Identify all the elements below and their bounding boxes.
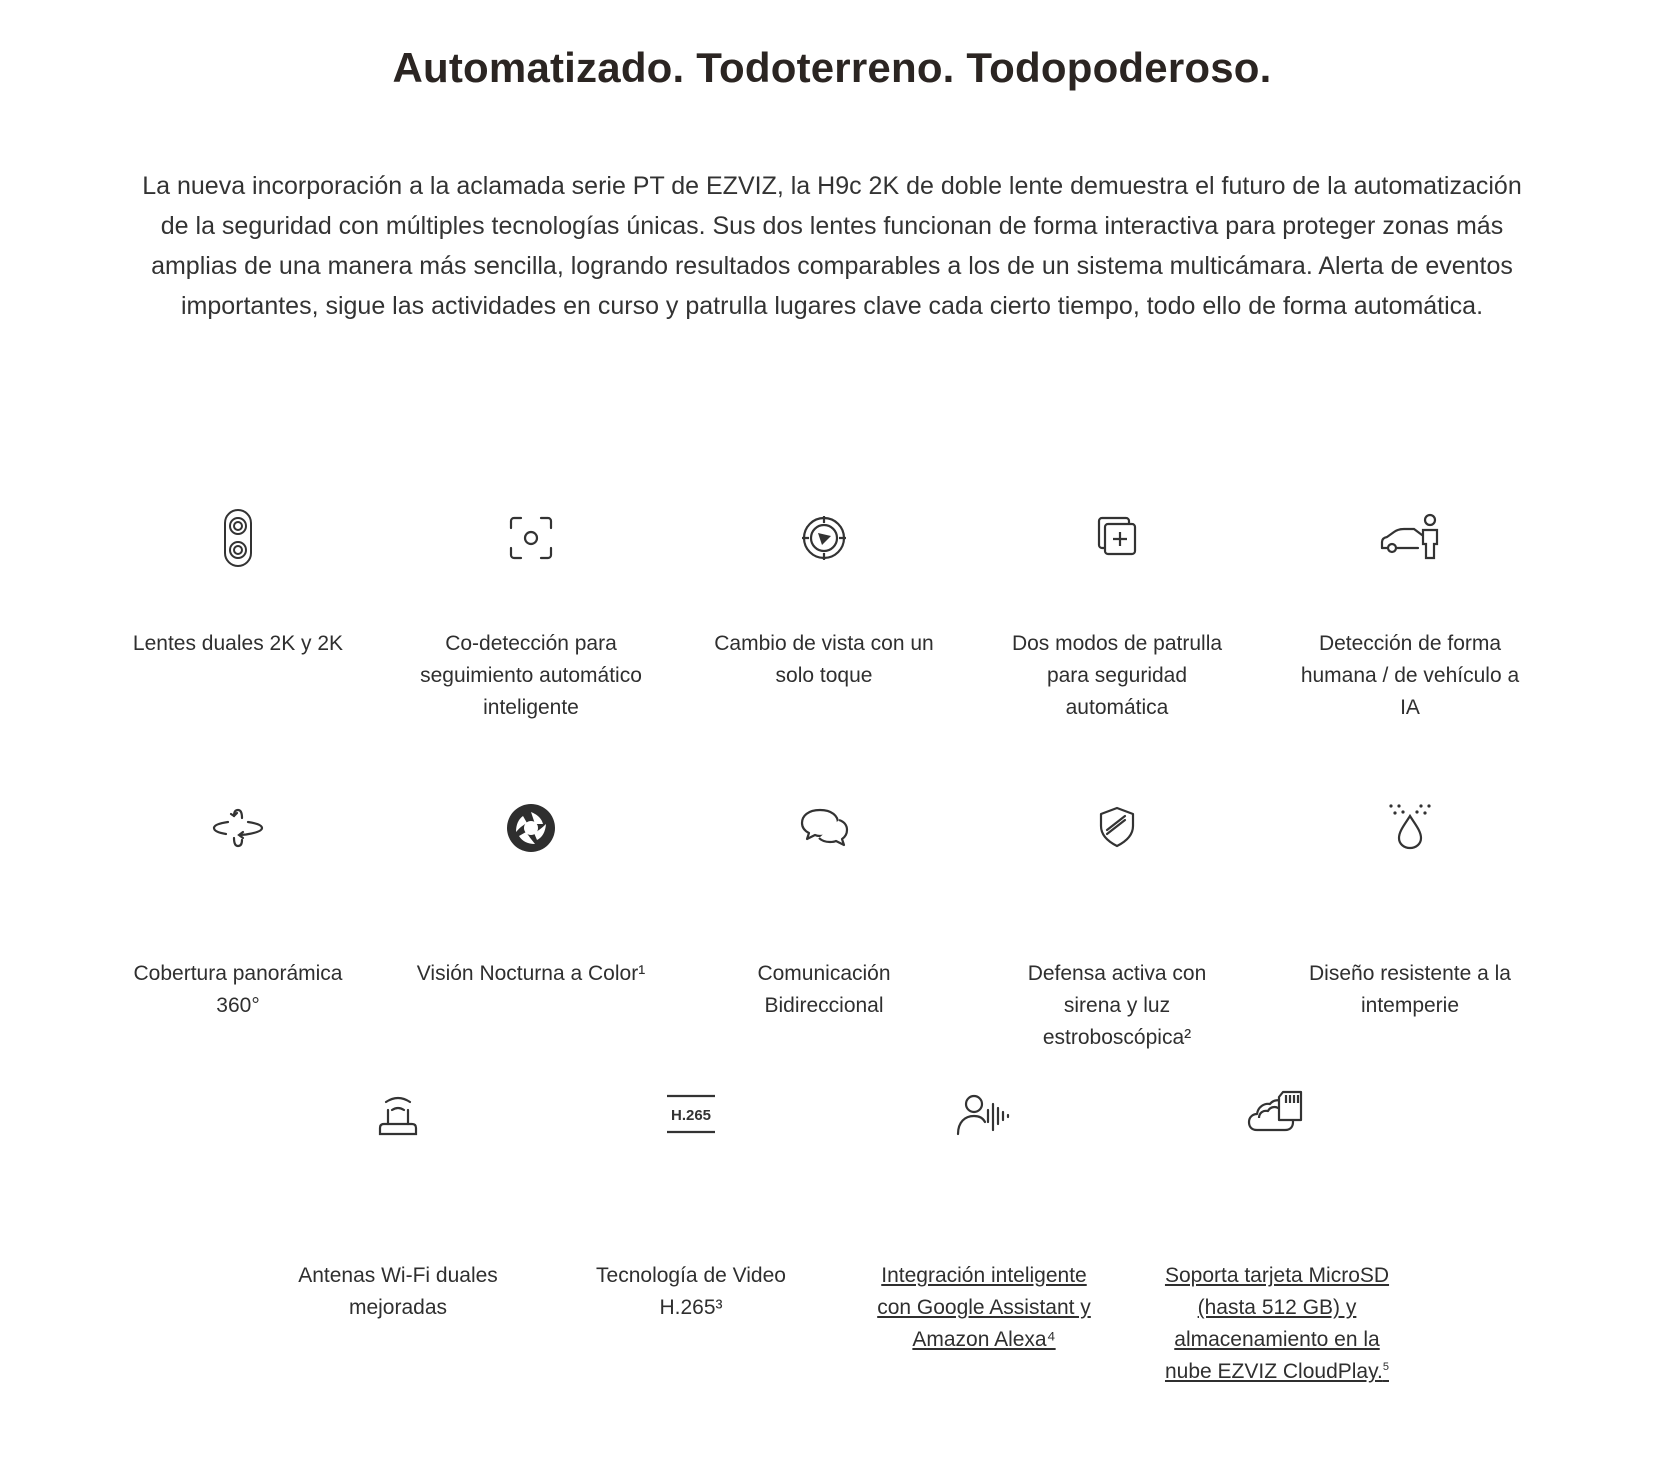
chat-bubbles-icon xyxy=(792,794,856,858)
feature-link-label[interactable] xyxy=(1159,1260,1395,1388)
cloud-sd-icon xyxy=(1245,1082,1309,1146)
feature-label: Diseño resistente a la intemperie xyxy=(1309,962,1511,1017)
feature-label: Cambio de vista con un solo toque xyxy=(714,632,934,687)
target-icon xyxy=(792,506,856,570)
feature-label: Antenas Wi-Fi duales mejoradas xyxy=(298,1264,498,1319)
feature-label: Cobertura panorámica 360° xyxy=(133,962,343,1017)
feature-label: Co-detección para seguimiento automático inteligente xyxy=(420,632,642,719)
feature-link-label[interactable]: Integración inteligente con Google Assistant y Amazon Alexa⁴ xyxy=(877,1264,1091,1351)
feature-link-text[interactable]: Soporta tarjeta MicroSD (hasta 512 GB) y almacenamiento en la nube EZVIZ CloudPlay. xyxy=(1164,1264,1390,1383)
panorama-360-icon xyxy=(206,794,270,858)
page-title: Automatizado. Todoterreno. Todopoderoso. xyxy=(392,44,1272,91)
footnote-marker: 5 xyxy=(1382,1361,1389,1373)
focus-frame-icon xyxy=(499,506,563,570)
feature-label: Tecnología de Video H.265³ xyxy=(596,1264,786,1319)
shield-icon xyxy=(1085,794,1149,858)
feature-label: Defensa activa con sirena y luz estroboscópica² xyxy=(1027,962,1207,1049)
patrol-icon xyxy=(1085,506,1149,570)
feature-label: Visión Nocturna a Color¹ xyxy=(416,962,646,985)
h265-icon-text: H.265 xyxy=(670,1107,712,1124)
feature-label: Detección de forma humana / de vehículo a IA xyxy=(1300,632,1520,719)
voice-assistant-icon xyxy=(952,1082,1016,1146)
wifi-router-icon xyxy=(366,1082,430,1146)
intro-paragraph: La nueva incorporación a la aclamada serie PT de EZVIZ, la H9c 2K de doble lente demuestra el futuro de la automatización de la seguridad con múltiples tecnologías únicas. Sus dos lentes funcionan de forma interactiva para proteger zonas más amplias de una manera más sencilla, logrando resultados comparables a los de un sistema multicámara. Alerta de eventos importantes, sigue las actividades en curso y patrulla lugares clave cada cierto tiempo, todo ello de forma automática. xyxy=(142,172,1522,320)
feature-label: Lentes duales 2K y 2K xyxy=(132,632,344,655)
aperture-icon xyxy=(499,794,563,858)
dual-lens-icon xyxy=(206,506,270,570)
feature-label: Dos modos de patrulla para seguridad automática xyxy=(1011,632,1223,719)
human-vehicle-icon xyxy=(1378,506,1442,570)
feature-label: Comunicación Bidireccional xyxy=(757,962,891,1017)
h265-icon xyxy=(659,1082,723,1146)
water-drop-icon xyxy=(1378,794,1442,858)
